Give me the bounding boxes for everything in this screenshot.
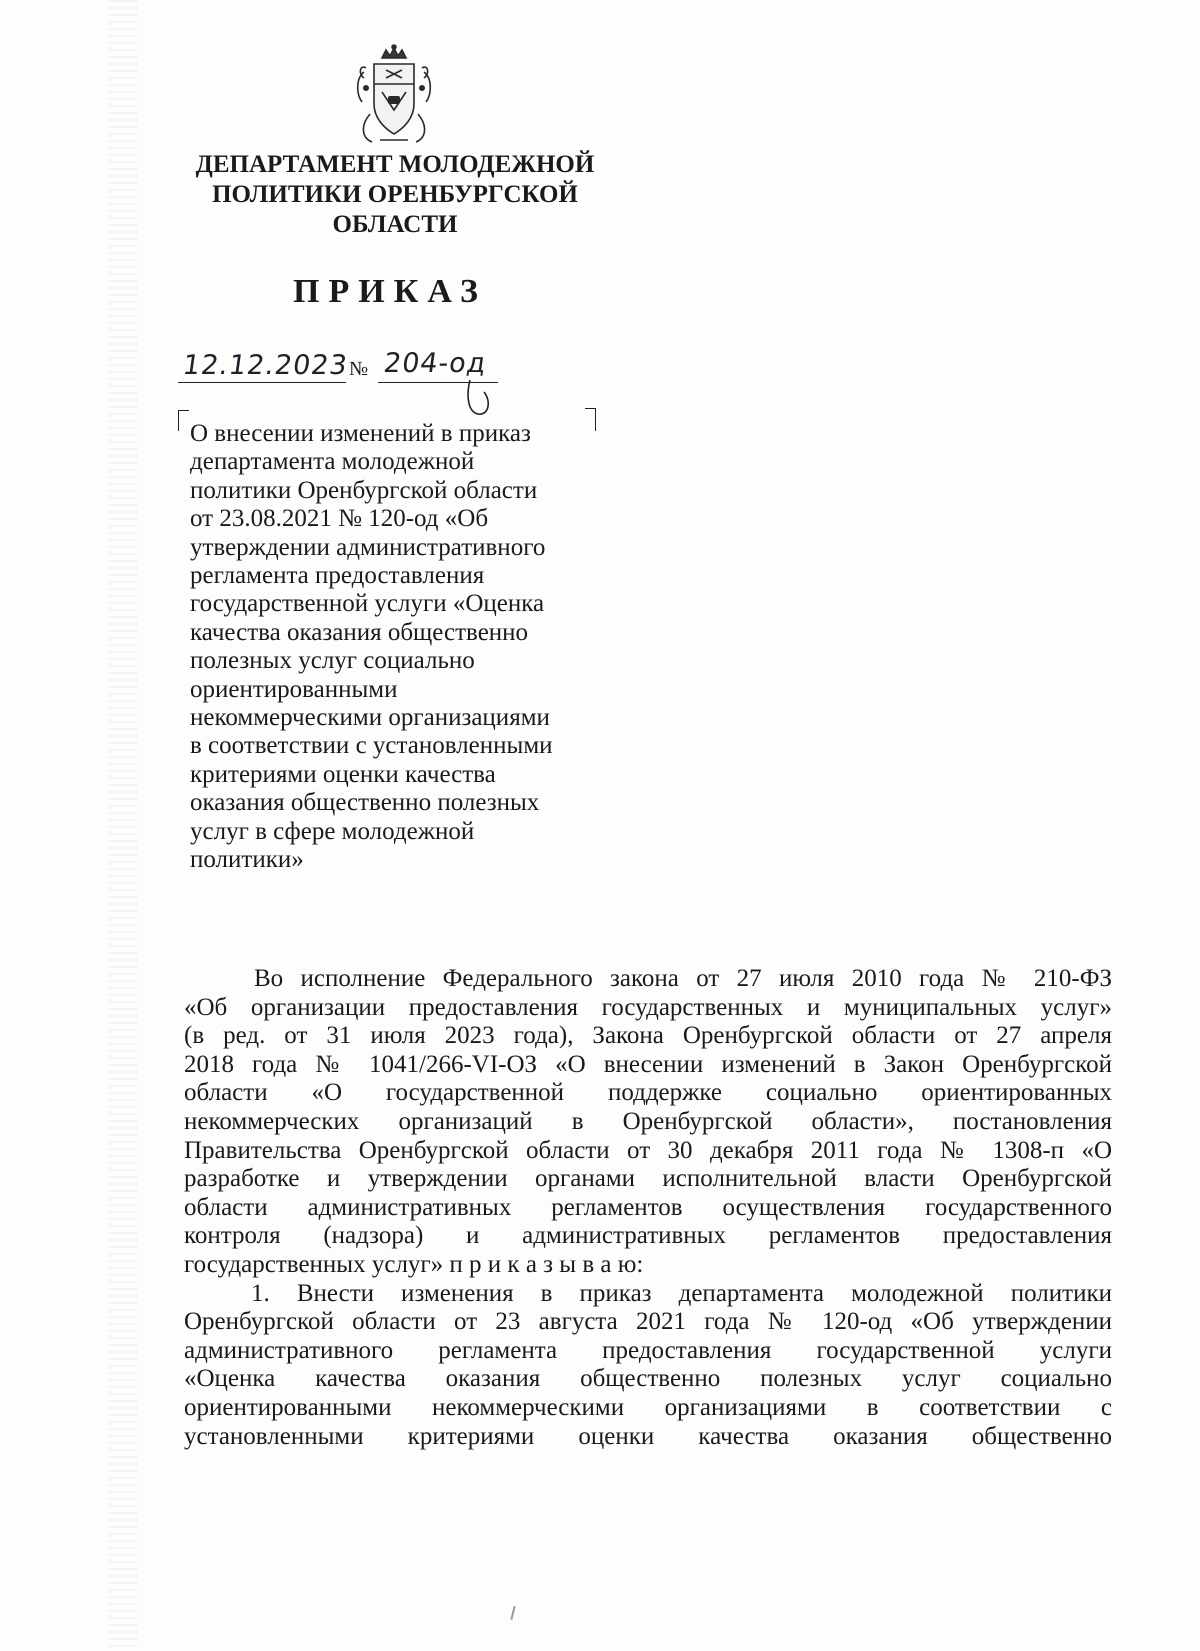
body-line: (в ред. от 31 июля 2023 года), Закона Оренбургской области от 27 апреля bbox=[184, 1022, 1112, 1050]
coat-of-arms-emblem bbox=[352, 44, 436, 146]
body-line: установленными критериями оценки качества оказания общественно bbox=[184, 1422, 1112, 1450]
subject-line: услуг в сфере молодежной bbox=[190, 817, 475, 845]
subject-line: от 23.08.2021 № 120-од «Об bbox=[190, 505, 489, 533]
body-line: Оренбургской области от 23 августа 2021 года № 120-од «Об утверждении bbox=[184, 1308, 1112, 1336]
subject-line: критериями оценки качества bbox=[190, 760, 496, 788]
body-line: разработке и утверждении органами исполнительной власти Оренбургской bbox=[184, 1165, 1112, 1193]
date-underline bbox=[178, 382, 346, 383]
body-line: «Об организации предоставления государственных и муниципальных услуг» bbox=[184, 993, 1112, 1021]
body-line: административного регламента предоставления государственной услуги bbox=[184, 1336, 1112, 1364]
handwritten-order-number: 204-од bbox=[381, 348, 489, 379]
body-line: Правительства Оренбургской области от 30 декабря 2011 года № 1308-п «О bbox=[184, 1136, 1112, 1164]
order-body-text bbox=[184, 965, 1112, 1451]
body-line: контроля (надзора) и административных регламентов предоставления bbox=[184, 1222, 1112, 1250]
order-subject bbox=[190, 420, 610, 875]
subject-line: утверждении административного bbox=[190, 533, 546, 561]
subject-line: некоммерческими организациями bbox=[190, 704, 550, 732]
document-type-title: ПРИКАЗ bbox=[293, 273, 487, 310]
subject-line: политики» bbox=[190, 846, 304, 874]
subject-line: в соответствии с установленными bbox=[190, 732, 553, 760]
subject-line: политики Оренбургской области bbox=[190, 476, 538, 504]
department-line: ДЕПАРТАМЕНТ МОЛОДЕЖНОЙ bbox=[195, 151, 595, 178]
subject-line: регламента предоставления bbox=[190, 562, 485, 590]
body-line: области административных регламентов осуществления государственного bbox=[184, 1193, 1112, 1221]
subject-line: полезных услуг социально bbox=[190, 647, 475, 675]
body-line: Во исполнение Федерального закона от 27 июля 2010 года № 210-ФЗ bbox=[254, 965, 1112, 992]
handwritten-date: 12.12.2023 bbox=[180, 350, 350, 381]
body-line: 2018 года № 1041/266-VI-ОЗ «О внесении изменений в Закон Оренбургской bbox=[184, 1050, 1112, 1078]
subject-line: О внесении изменений в приказ bbox=[190, 420, 531, 447]
number-sign: № bbox=[349, 358, 369, 380]
department-line: ПОЛИТИКИ ОРЕНБУРГСКОЙ bbox=[212, 181, 578, 208]
scan-edge-artifact bbox=[108, 0, 138, 1651]
subject-line: ориентированными bbox=[190, 675, 398, 703]
scan-mark bbox=[510, 1606, 515, 1620]
subject-line: департамента молодежной bbox=[190, 448, 475, 476]
body-line: некоммерческих организаций в Оренбургской области», постановления bbox=[184, 1107, 1112, 1135]
subject-bracket-left bbox=[178, 410, 189, 431]
body-line: государственных услуг» п р и к а з ы в а ю: bbox=[184, 1250, 644, 1278]
subject-line: качества оказания общественно bbox=[190, 618, 529, 646]
department-name bbox=[150, 150, 640, 240]
department-line: ОБЛАСТИ bbox=[332, 211, 458, 238]
body-line: 1. Внести изменения в приказ департамента молодежной политики bbox=[251, 1279, 1112, 1307]
body-line: «Оценка качества оказания общественно полезных услуг социально bbox=[184, 1365, 1112, 1393]
subject-line: государственной услуги «Оценка bbox=[190, 590, 545, 618]
body-line: области «О государственной поддержке социально ориентированных bbox=[184, 1079, 1112, 1107]
subject-line: оказания общественно полезных bbox=[190, 789, 540, 817]
body-line: ориентированными некоммерческими организациями в соответствии с bbox=[184, 1393, 1112, 1421]
